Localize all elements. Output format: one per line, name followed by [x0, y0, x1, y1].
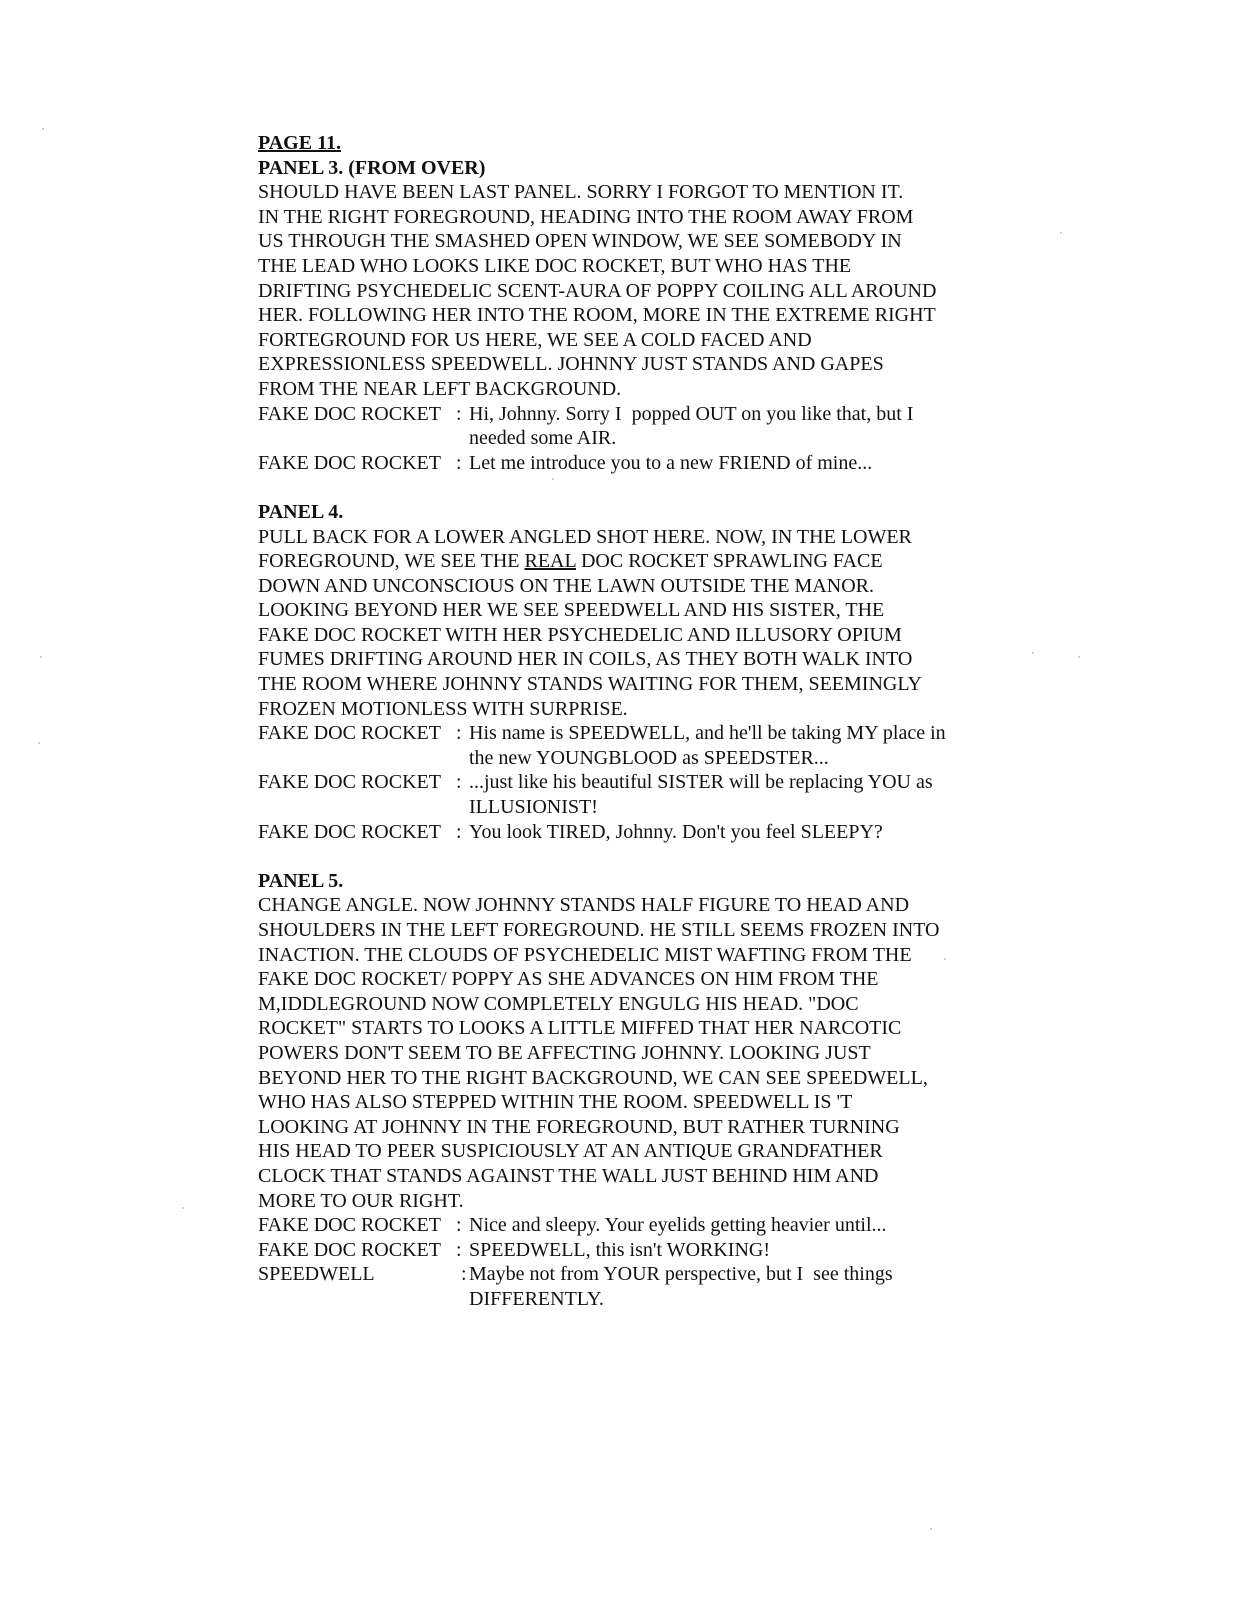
dialogue-colon: : [456, 1214, 462, 1237]
dialogue-colon: : [461, 1263, 467, 1286]
description-line: FAKE DOC ROCKET WITH HER PSYCHEDELIC AND ILLUSORY OPIUM [258, 623, 902, 646]
dialogue-colon: : [456, 722, 462, 745]
dialogue-entry [258, 1238, 998, 1263]
script-page [258, 131, 998, 1312]
dialogue-entry [258, 1262, 998, 1311]
dialogue-entry [258, 770, 998, 819]
speaker-name: FAKE DOC ROCKET [258, 1238, 441, 1261]
dialogue-entry [258, 402, 998, 451]
scan-speck [40, 656, 42, 658]
dialogue-colon: : [456, 451, 462, 474]
dialogue-line: His name is SPEEDWELL, and he'll be taking MY place in [469, 722, 946, 745]
scan-speck [944, 958, 946, 960]
description-line: THE LEAD WHO LOOKS LIKE DOC ROCKET, BUT WHO HAS THE [258, 254, 852, 277]
dialogue-line: Let me introduce you to a new FRIEND of mine... [469, 451, 873, 474]
description-line: SHOULD HAVE BEEN LAST PANEL. SORRY I FORGOT TO MENTION IT. [258, 181, 904, 204]
description-line: LOOKING AT JOHNNY IN THE FOREGROUND, BUT RATHER TURNING [258, 1115, 900, 1138]
description-line: FROM THE NEAR LEFT BACKGROUND. [258, 377, 622, 400]
description-line: US THROUGH THE SMASHED OPEN WINDOW, WE SEE SOMEBODY IN [258, 230, 902, 253]
scan-speck [930, 1528, 932, 1530]
spacer [258, 844, 998, 869]
description-line: CHANGE ANGLE. NOW JOHNNY STANDS HALF FIGURE TO HEAD AND [258, 894, 910, 917]
speaker-name: FAKE DOC ROCKET [258, 820, 441, 843]
dialogue-line: Maybe not from YOUR perspective, but I see things [469, 1263, 893, 1286]
dialogue-entry [258, 721, 998, 770]
description-line: IN THE RIGHT FOREGROUND, HEADING INTO THE ROOM AWAY FROM [258, 205, 914, 228]
description-line: POWERS DON'T SEEM TO BE AFFECTING JOHNNY. LOOKING JUST [258, 1041, 871, 1064]
dialogue-line: You look TIRED, Johnny. Don't you feel SLEEPY? [469, 820, 883, 843]
dialogue-line: ILLUSIONIST! [469, 796, 598, 819]
dialogue-line: Nice and sleepy. Your eyelids getting heavier until... [469, 1214, 887, 1237]
description-line: BEYOND HER TO THE RIGHT BACKGROUND, WE CAN SEE SPEEDWELL, [258, 1066, 928, 1089]
dialogue-line: DIFFERENTLY. [469, 1287, 604, 1310]
spacer [258, 475, 998, 500]
description-fragment: DOC ROCKET SPRAWLING FACE [575, 550, 883, 573]
scan-speck [182, 1207, 184, 1209]
speaker-name: FAKE DOC ROCKET [258, 402, 441, 425]
dialogue-line: the new YOUNGBLOOD as SPEEDSTER... [469, 746, 829, 769]
description-line: DOWN AND UNCONSCIOUS ON THE LAWN OUTSIDE THE MANOR. [258, 574, 874, 597]
description-line: WHO HAS ALSO STEPPED WITHIN THE ROOM. SPEEDWELL IS 'T [258, 1091, 853, 1114]
description-line: M,IDDLEGROUND NOW COMPLETELY ENGULG HIS HEAD. "DOC [258, 992, 859, 1015]
description-line [258, 549, 998, 574]
dialogue-entry [258, 820, 998, 845]
panel-heading: PANEL 3. (FROM OVER) [258, 156, 486, 179]
description-line: DRIFTING PSYCHEDELIC SCENT-AURA OF POPPY COILING ALL AROUND [258, 279, 937, 302]
description-line: FUMES DRIFTING AROUND HER IN COILS, AS THEY BOTH WALK INTO [258, 648, 913, 671]
description-line: LOOKING BEYOND HER WE SEE SPEEDWELL AND HIS SISTER, THE [258, 599, 885, 622]
scan-speck [38, 742, 40, 744]
scan-speck [552, 478, 554, 480]
dialogue-line: ...just like his beautiful SISTER will be replacing YOU as [469, 771, 933, 794]
scan-speck [1078, 656, 1080, 658]
description-line: MORE TO OUR RIGHT. [258, 1189, 464, 1212]
speaker-name: FAKE DOC ROCKET [258, 722, 441, 745]
dialogue-line: SPEEDWELL, this isn't WORKING! [469, 1238, 770, 1261]
speaker-name: SPEEDWELL [258, 1263, 375, 1286]
dialogue-colon: : [456, 402, 462, 425]
speaker-name: FAKE DOC ROCKET [258, 451, 441, 474]
dialogue-colon: : [456, 1238, 462, 1261]
description-line: SHOULDERS IN THE LEFT FOREGROUND. HE STILL SEEMS FROZEN INTO [258, 919, 940, 941]
description-line: FAKE DOC ROCKET/ POPPY AS SHE ADVANCES ON HIM FROM THE [258, 968, 879, 991]
description-line: CLOCK THAT STANDS AGAINST THE WALL JUST BEHIND HIM AND [258, 1164, 879, 1187]
description-fragment: FOREGROUND, WE SEE THE [258, 550, 525, 573]
dialogue-line: needed some AIR. [469, 427, 617, 450]
page-heading: PAGE 11. [258, 132, 341, 154]
scan-speck [1060, 232, 1062, 234]
description-line: INACTION. THE CLOUDS OF PSYCHEDELIC MIST WAFTING FROM THE [258, 943, 912, 966]
description-line: PULL BACK FOR A LOWER ANGLED SHOT HERE. NOW, IN THE LOWER [258, 525, 912, 548]
dialogue-entry [258, 1213, 998, 1238]
panel-heading: PANEL 4. [258, 500, 344, 523]
description-line: HIS HEAD TO PEER SUSPICIOUSLY AT AN ANTIQUE GRANDFATHER [258, 1140, 883, 1163]
scan-speck [42, 128, 44, 130]
description-line: ROCKET" STARTS TO LOOKS A LITTLE MIFFED THAT HER NARCOTIC [258, 1017, 902, 1040]
dialogue-colon: : [456, 771, 462, 794]
emphasis-real: REAL [524, 550, 576, 573]
dialogue-line: Hi, Johnny. Sorry I popped OUT on you like that, but I [469, 402, 914, 425]
description-line: THE ROOM WHERE JOHNNY STANDS WAITING FOR THEM, SEEMINGLY [258, 673, 922, 696]
scan-speck [1032, 652, 1034, 654]
speaker-name: FAKE DOC ROCKET [258, 771, 441, 794]
panel-heading: PANEL 5. [258, 869, 344, 892]
dialogue-colon: : [456, 820, 462, 843]
description-line: EXPRESSIONLESS SPEEDWELL. JOHNNY JUST STANDS AND GAPES [258, 353, 884, 376]
description-line: FROZEN MOTIONLESS WITH SURPRISE. [258, 697, 628, 720]
description-line: HER. FOLLOWING HER INTO THE ROOM, MORE IN THE EXTREME RIGHT [258, 304, 936, 327]
dialogue-entry [258, 451, 998, 476]
speaker-name: FAKE DOC ROCKET [258, 1214, 441, 1237]
description-line: FORTEGROUND FOR US HERE, WE SEE A COLD FACED AND [258, 328, 812, 351]
